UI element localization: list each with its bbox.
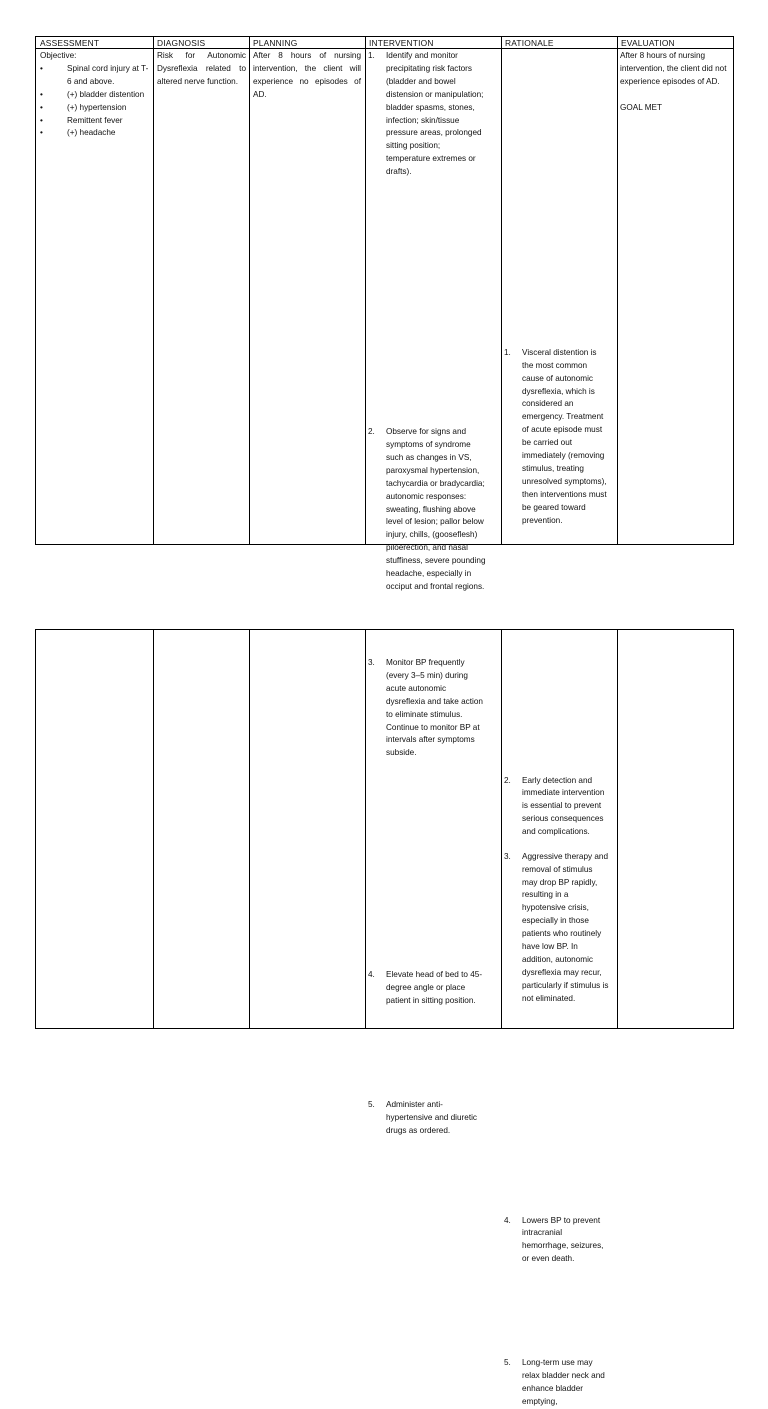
intervention-number: 1. xyxy=(368,51,375,60)
rationale-item xyxy=(504,347,610,528)
rationale-number: 3. xyxy=(504,851,511,861)
rationale-item xyxy=(504,1215,610,1267)
evaluation-text: After 8 hours of nursing intervention, the client did not experience episodes of AD. xyxy=(620,51,727,86)
assessment-list xyxy=(40,63,150,140)
rationale-number: 4. xyxy=(504,1215,511,1225)
diagnosis-text: Risk for Autonomic Dysreflexia related to altered nerve function. xyxy=(157,51,246,86)
column-divider xyxy=(249,37,250,544)
intervention-text: Administer anti-hypertensive and diuretic drugs as ordered. xyxy=(386,1099,478,1135)
rationale-text: Early detection and immediate intervention is essential to prevent serious consequences and complications. xyxy=(522,775,605,837)
header-diagnosis: DIAGNOSIS xyxy=(157,38,206,48)
column-divider xyxy=(365,630,366,1028)
intervention-item xyxy=(368,50,486,179)
rationale-text: Long-term use may relax bladder neck and enhance bladder emptying, xyxy=(522,1358,605,1406)
rationale-item xyxy=(504,851,610,1006)
header-intervention: INTERVENTION xyxy=(369,38,434,48)
rationale-text: Lowers BP to prevent intracranial hemorrhage, seizures, or even death. xyxy=(522,1215,604,1264)
intervention-number: 5. xyxy=(368,1099,375,1109)
intervention-number: 3. xyxy=(368,658,375,667)
intervention-text: Monitor BP frequently (every 3–5 min) during acute autonomic dysreflexia and take action to eliminate stimulus. Continue to monitor BP at intervals after symptoms subside. xyxy=(386,658,483,758)
assessment-item: • Remittent fever xyxy=(40,115,150,128)
rationale-number: 2. xyxy=(504,775,511,785)
assessment-item: • (+) hypertension xyxy=(40,102,150,115)
goal-status: GOAL MET xyxy=(620,102,663,112)
rationale-number: 1. xyxy=(504,347,511,357)
intervention-item xyxy=(368,657,486,760)
intervention-text: Elevate head of bed to 45-degree angle or place patient in sitting position. xyxy=(386,970,483,1006)
column-divider xyxy=(617,37,618,544)
header-assessment: ASSESSMENT xyxy=(40,38,100,48)
column-divider xyxy=(365,37,366,544)
header-planning: PLANNING xyxy=(253,38,298,48)
intervention-text: Identify and monitor precipitating risk factors (bladder and bowel distension or manipulation; bladder spasms, stones, infection; skin/tissue pressure areas, prolonged sitting position; temperature extremes or drafts). xyxy=(386,51,484,177)
column-divider xyxy=(501,37,502,544)
header-evaluation: EVALUATION xyxy=(621,38,675,48)
column-divider xyxy=(617,630,618,1028)
assessment-item: • Spinal cord injury at T-6 and above. xyxy=(40,63,150,89)
intervention-item xyxy=(368,426,486,594)
column-divider xyxy=(153,630,154,1028)
column-divider xyxy=(501,630,502,1028)
rationale-number: 5. xyxy=(504,1358,511,1368)
column-divider xyxy=(249,630,250,1028)
care-plan-table-page-2 xyxy=(35,629,734,1406)
rationale-text: Visceral distention is the most common cause of autonomic dysreflexia, which is considered an emergency. Treatment of acute episode must be carried out immediately (removing stimulus, treating unresolved symptoms), then interventions must be geared toward prevention. xyxy=(522,347,607,525)
planning-text: After 8 hours of nursing intervention, the client will experience no episodes of AD. xyxy=(253,51,361,99)
assessment-item: • (+) headache xyxy=(40,127,150,140)
rationale-text: Aggressive therapy and removal of stimulus may drop BP rapidly, resulting in a hypotensive crisis, especially in those patients who routinely have low BP. In addition, autonomic dysreflexia may recur, particularly if stimulus is not eliminated. xyxy=(522,851,609,1003)
assessment-item: • (+) bladder distention xyxy=(40,89,150,102)
intervention-text: Observe for signs and symptoms of syndrome such as changes in VS, paroxysmal hypertension, tachycardia or bradycardia; autonomic responses: sweating, flushing above level of lesion; pallor below injury, chills, (gooseflesh) piloerection, and nasal stuffiness, severe pounding headache, especially in occiput and frontal regions. xyxy=(386,427,486,591)
header-rationale: RATIONALE xyxy=(505,38,554,48)
intervention-number: 4. xyxy=(368,970,375,980)
intervention-item xyxy=(368,1099,486,1138)
column-divider xyxy=(153,37,154,544)
assessment-cell xyxy=(40,50,150,140)
header-divider xyxy=(36,48,733,49)
evaluation-cell xyxy=(620,50,730,115)
rationale-item xyxy=(504,1357,610,1409)
intervention-item xyxy=(368,969,486,1008)
intervention-number: 2. xyxy=(368,427,375,437)
assessment-label: Objective: xyxy=(40,51,77,60)
